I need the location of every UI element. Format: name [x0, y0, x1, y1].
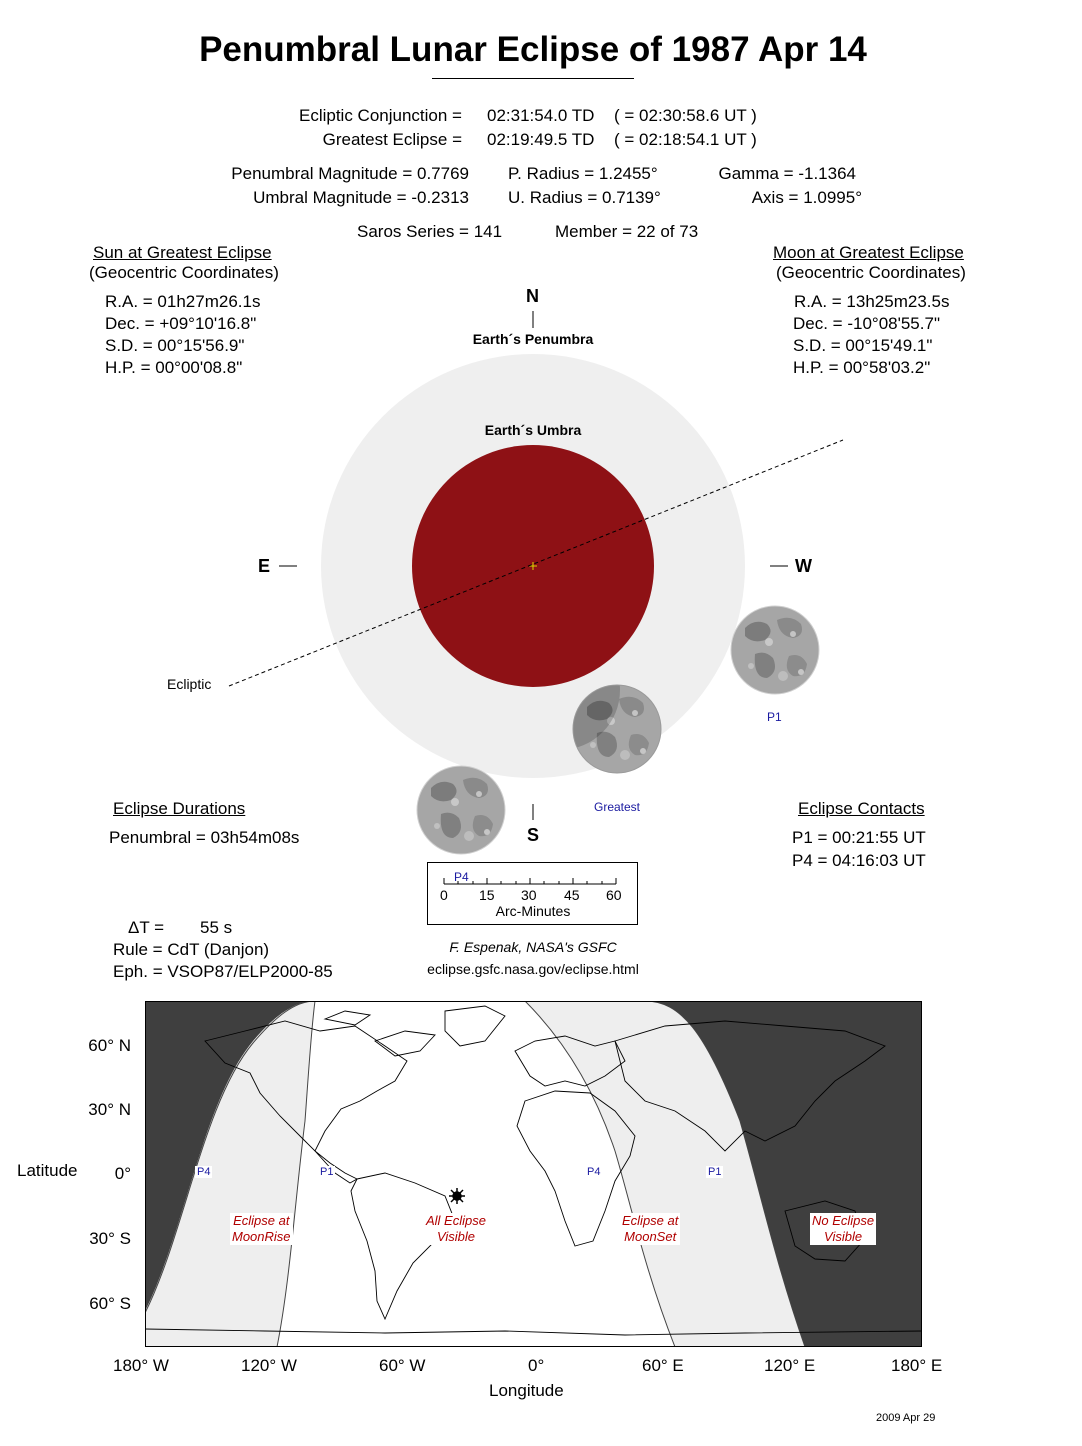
- sun-ra: R.A. = 01h27m26.1s: [105, 292, 261, 311]
- title-underline: [432, 78, 634, 79]
- sun-dec: Dec. = +09°10'16.8": [105, 314, 257, 333]
- conjunction-ut: ( = 02:30:58.6 UT ): [614, 106, 757, 125]
- lat-tick-0: 0°: [114, 1164, 131, 1183]
- latitude-axis-label: Latitude: [17, 1161, 78, 1180]
- lon-tick-120w: 120° W: [241, 1356, 297, 1375]
- page-title: Penumbral Lunar Eclipse of 1987 Apr 14: [199, 30, 867, 69]
- generation-date: 2009 Apr 29: [876, 1412, 936, 1424]
- north-label: N: [526, 286, 539, 306]
- scale-p4-label: P4: [454, 870, 469, 884]
- ephemeris-text: Eph. = VSOP87/ELP2000-85: [113, 962, 333, 981]
- no-eclipse-region-label: No Eclipse Visible: [812, 1213, 875, 1244]
- delta-t-value: 55 s: [200, 918, 233, 937]
- visibility-map: [145, 1001, 922, 1347]
- map-p4-tag-east: P4: [587, 1166, 601, 1178]
- sub-lunar-point-icon: [449, 1188, 465, 1204]
- penumbral-magnitude: Penumbral Magnitude = 0.7769: [231, 164, 469, 183]
- lon-tick-60w: 60° W: [379, 1356, 426, 1375]
- penumbral-duration: Penumbral = 03h54m08s: [109, 828, 300, 847]
- map-p1-tag-west: P1: [320, 1166, 334, 1178]
- moon-sd: S.D. = 00°15'49.1": [793, 336, 933, 355]
- moon-heading: Moon at Greatest Eclipse: [773, 243, 964, 262]
- map-p4-tag-west: P4: [197, 1166, 211, 1178]
- umbral-radius: U. Radius = 0.7139°: [508, 188, 661, 207]
- scale-tick-30: 30: [521, 887, 537, 903]
- greatest-label: Greatest Eclipse =: [322, 130, 462, 149]
- map-p1-tag-east: P1: [708, 1166, 722, 1178]
- saros-member: Member = 22 of 73: [555, 222, 699, 241]
- south-label: S: [527, 825, 540, 845]
- lon-tick-180e: 180° E: [891, 1356, 943, 1375]
- lat-tick-30n: 30° N: [88, 1100, 131, 1119]
- all-visible-region-label: All Eclipse Visible: [426, 1213, 486, 1244]
- umbra-label: Earth´s Umbra: [484, 422, 582, 438]
- moon-subheading: (Geocentric Coordinates): [776, 263, 966, 282]
- umbral-magnitude: Umbral Magnitude = -0.2313: [253, 188, 469, 207]
- sun-hp: H.P. = 00°00'08.8": [105, 358, 243, 377]
- rule-text: Rule = CdT (Danjon): [113, 940, 270, 959]
- lon-tick-60e: 60° E: [642, 1356, 684, 1375]
- scale-tick-0: 0: [440, 887, 448, 903]
- moonset-region-label: Eclipse at MoonSet: [622, 1213, 679, 1244]
- p1-moon-label: P1: [767, 710, 782, 724]
- contacts-heading: Eclipse Contacts: [798, 799, 925, 818]
- contact-p4: P4 = 04:16:03 UT: [792, 851, 926, 870]
- lat-tick-30s: 30° S: [89, 1229, 131, 1248]
- lon-tick-120e: 120° E: [764, 1356, 816, 1375]
- penumbral-radius: P. Radius = 1.2455°: [508, 164, 658, 183]
- moonrise-region-label: Eclipse at MoonRise: [232, 1213, 291, 1244]
- source-url: eclipse.gsfc.nasa.gov/eclipse.html: [427, 961, 639, 977]
- sun-sd: S.D. = 00°15'56.9": [105, 336, 245, 355]
- west-label: W: [795, 556, 812, 576]
- ecliptic-label: Ecliptic: [167, 676, 212, 692]
- sun-subheading: (Geocentric Coordinates): [89, 263, 279, 282]
- scale-tick-60: 60: [606, 887, 622, 903]
- moon-ra: R.A. = 13h25m23.5s: [794, 292, 950, 311]
- gamma: Gamma = -1.1364: [718, 164, 856, 183]
- lon-tick-0: 0°: [528, 1356, 545, 1375]
- sun-heading: Sun at Greatest Eclipse: [93, 243, 272, 262]
- saros-series: Saros Series = 141: [357, 222, 503, 241]
- scale-unit-label: Arc-Minutes: [495, 903, 571, 919]
- lat-tick-60s: 60° S: [89, 1294, 131, 1313]
- moon-hp: H.P. = 00°58'03.2": [793, 358, 931, 377]
- lat-tick-60n: 60° N: [88, 1036, 131, 1055]
- axis: Axis = 1.0995°: [751, 188, 862, 207]
- contact-p1: P1 = 00:21:55 UT: [792, 828, 926, 847]
- greatest-td: 02:19:49.5 TD: [487, 130, 595, 149]
- scale-tick-45: 45: [564, 887, 580, 903]
- longitude-axis-label: Longitude: [489, 1381, 564, 1400]
- durations-heading: Eclipse Durations: [113, 799, 246, 818]
- lon-tick-180w: 180° W: [113, 1356, 169, 1375]
- penumbra-label: Earth´s Penumbra: [472, 331, 594, 347]
- conjunction-label: Ecliptic Conjunction =: [298, 106, 462, 125]
- conjunction-td: 02:31:54.0 TD: [487, 106, 595, 125]
- east-label: E: [258, 556, 271, 576]
- greatest-ut: ( = 02:18:54.1 UT ): [614, 130, 757, 149]
- scale-tick-15: 15: [479, 887, 495, 903]
- moon-dec: Dec. = -10°08'55.7": [793, 314, 940, 333]
- delta-t-label: ΔT =: [128, 918, 165, 937]
- greatest-moon-label: Greatest: [594, 800, 641, 814]
- credit-text: F. Espenak, NASA's GSFC: [449, 939, 617, 955]
